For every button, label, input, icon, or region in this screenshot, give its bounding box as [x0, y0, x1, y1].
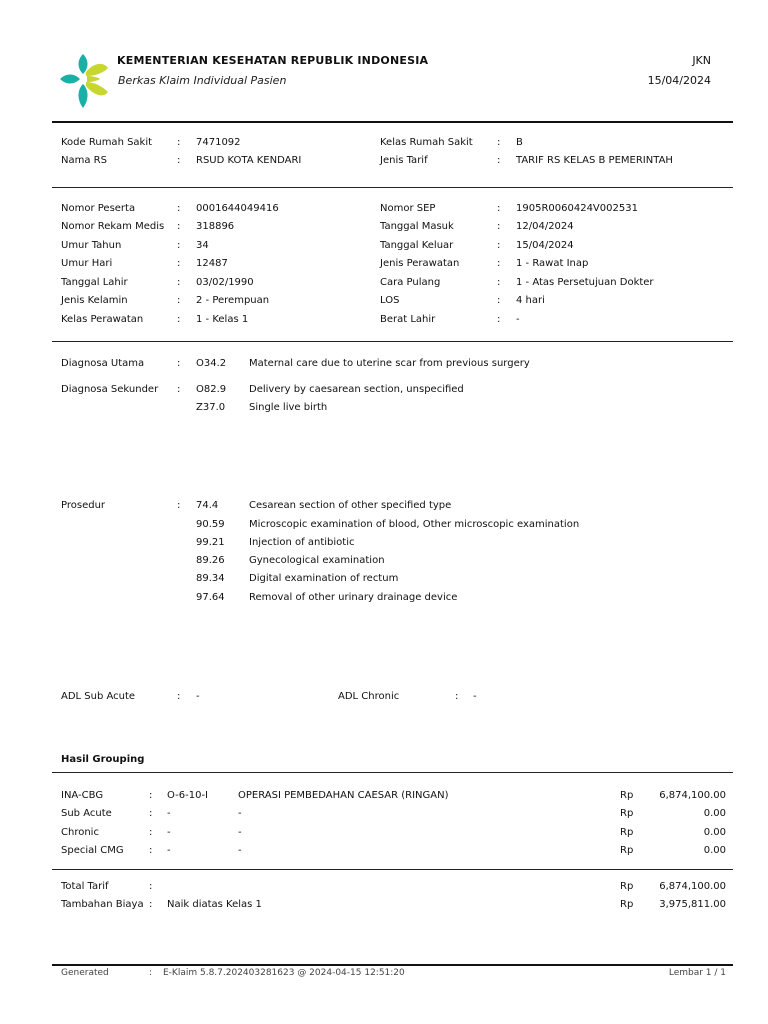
diagnosis-desc: Single live birth [249, 402, 328, 413]
field-label: Berat Lahir [380, 314, 436, 325]
section-divider [52, 187, 733, 188]
currency: Rp [620, 827, 634, 838]
currency: Rp [620, 790, 634, 801]
header-divider [52, 121, 733, 123]
separator: : [177, 277, 181, 288]
procedure-desc: Injection of antibiotic [249, 537, 355, 548]
separator: : [177, 691, 181, 702]
field-label: Tanggal Masuk [380, 221, 454, 232]
grouping-desc: - [238, 808, 242, 819]
procedure-desc: Cesarean section of other specified type [249, 500, 452, 511]
procedure-code: 74.4 [196, 500, 219, 511]
separator: : [177, 295, 181, 306]
separator: : [177, 384, 181, 395]
grouping-desc: - [238, 845, 242, 856]
field-label: LOS [380, 295, 400, 306]
procedure-code: 89.26 [196, 555, 225, 566]
procedure-code: 89.34 [196, 573, 225, 584]
separator: : [497, 240, 501, 251]
adl-chronic-value: - [473, 691, 477, 702]
separator: : [149, 881, 153, 892]
field-label: Jenis Kelamin [61, 295, 128, 306]
adl-chronic-label: ADL Chronic [338, 691, 400, 702]
separator: : [177, 155, 181, 166]
procedure-code: 99.21 [196, 537, 225, 548]
grouping-title: Hasil Grouping [61, 754, 145, 765]
field-label: Nomor Rekam Medis [61, 221, 165, 232]
field-label: Kelas Perawatan [61, 314, 144, 325]
separator: : [497, 155, 501, 166]
procedure-desc: Gynecological examination [249, 555, 385, 566]
footer-page-number: Lembar 1 / 1 [668, 968, 726, 978]
currency: Rp [620, 808, 634, 819]
field-value: 03/02/1990 [196, 277, 254, 288]
diagnosis-secondary-label: Diagnosa Sekunder [61, 384, 159, 395]
field-value: 12487 [196, 258, 228, 269]
separator: : [177, 221, 181, 232]
separator: : [497, 137, 501, 148]
field-value: 1 - Rawat Inap [516, 258, 589, 269]
footer-generated-label: Generated [61, 968, 109, 978]
program-label: JKN [692, 54, 711, 67]
field-value: 34 [196, 240, 209, 251]
grouping-code: - [167, 827, 171, 838]
separator: : [149, 808, 153, 819]
field-label: Umur Hari [61, 258, 113, 269]
separator: : [177, 203, 181, 214]
document-subtitle: Berkas Klaim Individual Pasien [118, 74, 287, 87]
field-value: RSUD KOTA KENDARI [196, 155, 302, 166]
grouping-amount: 0.00 [703, 827, 726, 838]
tambahan-biaya-label: Tambahan Biaya [61, 899, 144, 910]
field-value: 2 - Perempuan [196, 295, 270, 306]
field-label: Nama RS [61, 155, 107, 166]
grouping-code: - [167, 808, 171, 819]
field-value: 1 - Kelas 1 [196, 314, 249, 325]
field-value: - [516, 314, 520, 325]
grouping-amount: 0.00 [703, 845, 726, 856]
grouping-code: - [167, 845, 171, 856]
separator: : [177, 240, 181, 251]
separator: : [497, 203, 501, 214]
field-value: 1 - Atas Persetujuan Dokter [516, 277, 654, 288]
grouping-amount: 6,874,100.00 [659, 790, 726, 801]
diagnosis-primary-label: Diagnosa Utama [61, 358, 145, 369]
field-value: 15/04/2024 [516, 240, 574, 251]
total-tarif-amount: 6,874,100.00 [659, 881, 726, 892]
grouping-label: Chronic [61, 827, 99, 838]
total-divider [52, 869, 733, 870]
field-value: 12/04/2024 [516, 221, 574, 232]
diagnosis-code: Z37.0 [196, 402, 226, 413]
document-date: 15/04/2024 [647, 74, 711, 87]
separator: : [177, 500, 181, 511]
separator: : [177, 314, 181, 325]
procedure-desc: Microscopic examination of blood, Other microscopic examination [249, 519, 580, 530]
procedure-code: 90.59 [196, 519, 225, 530]
separator: : [497, 221, 501, 232]
separator: : [177, 258, 181, 269]
field-label: Nomor SEP [380, 203, 436, 214]
grouping-label: Sub Acute [61, 808, 112, 819]
grouping-label: Special CMG [61, 845, 124, 856]
currency: Rp [620, 881, 634, 892]
separator: : [497, 295, 501, 306]
separator: : [149, 968, 153, 978]
section-divider [52, 341, 733, 342]
separator: : [177, 137, 181, 148]
separator: : [497, 277, 501, 288]
field-label: Cara Pulang [380, 277, 441, 288]
adl-sub-acute-value: - [196, 691, 200, 702]
adl-sub-acute-label: ADL Sub Acute [61, 691, 136, 702]
currency: Rp [620, 899, 634, 910]
field-value: TARIF RS KELAS B PEMERINTAH [516, 155, 673, 166]
total-tarif-label: Total Tarif [61, 881, 109, 892]
grouping-divider [52, 772, 733, 773]
field-value: 4 hari [516, 295, 545, 306]
field-value: B [516, 137, 523, 148]
diagnosis-code: O34.2 [196, 358, 227, 369]
procedure-desc: Digital examination of rectum [249, 573, 399, 584]
separator: : [149, 899, 153, 910]
field-value: 1905R0060424V002531 [516, 203, 638, 214]
field-value: 7471092 [196, 137, 241, 148]
currency: Rp [620, 845, 634, 856]
procedure-desc: Removal of other urinary drainage device [249, 592, 458, 603]
diagnosis-desc: Maternal care due to uterine scar from previous surgery [249, 358, 530, 369]
tambahan-biaya-desc: Naik diatas Kelas 1 [167, 899, 262, 910]
field-value: 318896 [196, 221, 235, 232]
grouping-desc: - [238, 827, 242, 838]
footer-generated-value: E-Klaim 5.8.7.202403281623 @ 2024-04-15 12:51:20 [163, 968, 405, 978]
separator: : [149, 845, 153, 856]
field-label: Tanggal Keluar [380, 240, 454, 251]
field-value: 0001644049416 [196, 203, 279, 214]
grouping-amount: 0.00 [703, 808, 726, 819]
separator: : [149, 790, 153, 801]
procedure-label: Prosedur [61, 500, 106, 511]
separator: : [177, 358, 181, 369]
field-label: Kode Rumah Sakit [61, 137, 153, 148]
procedure-code: 97.64 [196, 592, 225, 603]
separator: : [497, 258, 501, 269]
field-label: Jenis Perawatan [380, 258, 460, 269]
document-title: KEMENTERIAN KESEHATAN REPUBLIK INDONESIA [117, 54, 429, 67]
grouping-label: INA-CBG [61, 790, 104, 801]
field-label: Kelas Rumah Sakit [380, 137, 473, 148]
grouping-code: O-6-10-I [167, 790, 209, 801]
field-label: Umur Tahun [61, 240, 122, 251]
diagnosis-code: O82.9 [196, 384, 227, 395]
field-label: Nomor Peserta [61, 203, 136, 214]
separator: : [149, 827, 153, 838]
kemenkes-logo [56, 52, 110, 110]
field-label: Jenis Tarif [380, 155, 428, 166]
separator: : [497, 314, 501, 325]
diagnosis-desc: Delivery by caesarean section, unspecified [249, 384, 464, 395]
field-label: Tanggal Lahir [61, 277, 128, 288]
grouping-desc: OPERASI PEMBEDAHAN CAESAR (RINGAN) [238, 790, 449, 801]
tambahan-biaya-amount: 3,975,811.00 [659, 899, 726, 910]
separator: : [455, 691, 459, 702]
